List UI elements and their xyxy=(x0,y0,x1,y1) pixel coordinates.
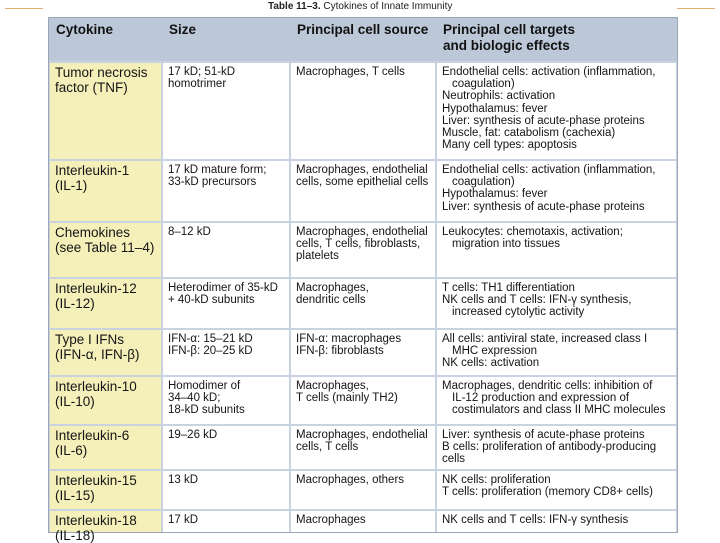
size-cell-line: 17 kD xyxy=(168,514,284,526)
cytokine-name-cell-line: (see Table 11–4) xyxy=(55,241,156,256)
cytokine-name-cell xyxy=(50,330,161,375)
table-caption: Cytokines of Innate Immunity xyxy=(323,1,452,12)
cell-source-cell-line: cells, some epithelial cells xyxy=(296,176,430,188)
targets-effects-cell xyxy=(437,471,676,509)
size-cell-line: homotrimer xyxy=(168,78,284,90)
cytokine-name-cell-line: (IFN-α, IFN-β) xyxy=(55,348,156,363)
effect-line: coagulation) xyxy=(442,176,671,188)
cell-source-cell-line: cells, T cells xyxy=(296,441,430,453)
header-cell-source: Principal cell source xyxy=(291,18,435,61)
effect-line: Many cell types: apoptosis xyxy=(442,139,671,151)
cell-source-cell-line: dendritic cells xyxy=(296,294,430,306)
size-cell-line: 8–12 kD xyxy=(168,226,284,238)
effect-line: IL-12 production and expression of xyxy=(442,392,671,404)
cytokine-name-cell-line: (IL-1) xyxy=(55,179,156,194)
effect-line: NK cells and T cells: IFN-γ synthesis xyxy=(442,514,671,526)
cell-source-cell-line: Macrophages xyxy=(296,514,430,526)
table-row xyxy=(49,223,677,277)
effect-line: costimulators and class II MHC molecules xyxy=(442,404,671,416)
effect-line: All cells: antiviral state, increased class I xyxy=(442,333,671,345)
cell-source-cell-line: cells, T cells, fibroblasts, xyxy=(296,238,430,250)
header-cytokine: Cytokine xyxy=(50,18,161,61)
table-row xyxy=(49,511,677,532)
table-row xyxy=(49,279,677,328)
size-cell-line: IFN-β: 20–25 kD xyxy=(168,345,284,357)
effect-line: increased cytolytic activity xyxy=(442,306,671,318)
decorative-rule-left xyxy=(5,8,43,9)
effect-line: coagulation) xyxy=(442,78,671,90)
cytokine-table xyxy=(48,17,678,533)
effect-line: MHC expression xyxy=(442,345,671,357)
cell-source-cell-line: IFN-α: macrophages xyxy=(296,333,430,345)
effect-line: cells xyxy=(442,453,671,465)
cell-source-cell xyxy=(291,279,435,328)
table-row xyxy=(49,161,677,221)
cell-source-cell-line: T cells (mainly TH2) xyxy=(296,392,430,404)
size-cell-line: 17 kD mature form; xyxy=(168,164,284,176)
size-cell-line: + 40-kD subunits xyxy=(168,294,284,306)
cytokine-name-cell xyxy=(50,161,161,221)
size-cell xyxy=(163,426,289,469)
effect-line: T cells: proliferation (memory CD8+ cells) xyxy=(442,486,671,498)
cell-source-cell xyxy=(291,223,435,277)
table-row xyxy=(49,426,677,469)
cell-source-cell xyxy=(291,426,435,469)
cytokine-name-cell-line: (IL-10) xyxy=(55,395,156,410)
table-row xyxy=(49,471,677,509)
cell-source-cell-line: IFN-β: fibroblasts xyxy=(296,345,430,357)
size-cell-line: Heterodimer of 35-kD xyxy=(168,282,284,294)
header-size: Size xyxy=(163,18,289,61)
cytokine-name-cell-line: (IL-18) xyxy=(55,529,156,543)
cytokine-name-cell-line: Tumor necrosis xyxy=(55,66,156,81)
size-cell xyxy=(163,377,289,424)
targets-effects-cell xyxy=(437,223,676,277)
effect-line: NK cells and T cells: IFN-γ synthesis, xyxy=(442,294,671,306)
size-cell xyxy=(163,223,289,277)
cell-source-cell-line: platelets xyxy=(296,250,430,262)
effect-line: Leukocytes: chemotaxis, activation; xyxy=(442,226,671,238)
size-cell-line: 17 kD; 51-kD xyxy=(168,66,284,78)
cytokine-name-cell-line: Chemokines xyxy=(55,226,156,241)
targets-effects-cell xyxy=(437,161,676,221)
effect-line: Muscle, fat: catabolism (cachexia) xyxy=(442,127,671,139)
cell-source-cell-line: Macrophages, endothelial xyxy=(296,429,430,441)
effect-line: Macrophages, dendritic cells: inhibition of xyxy=(442,380,671,392)
cytokine-name-cell-line: Interleukin-10 xyxy=(55,380,156,395)
size-cell-line: IFN-α: 15–21 kD xyxy=(168,333,284,345)
effect-line: migration into tissues xyxy=(442,238,671,250)
size-cell-line: 34–40 kD; xyxy=(168,392,284,404)
cytokine-name-cell-line: Interleukin-15 xyxy=(55,474,156,489)
effect-line: B cells: proliferation of antibody-producing xyxy=(442,441,671,453)
targets-effects-cell xyxy=(437,377,676,424)
cell-source-cell xyxy=(291,471,435,509)
cytokine-name-cell-line: factor (TNF) xyxy=(55,81,156,96)
cell-source-cell-line: Macrophages, xyxy=(296,380,430,392)
effect-line: NK cells: proliferation xyxy=(442,474,671,486)
cytokine-name-cell-line: Type I IFNs xyxy=(55,333,156,348)
size-cell xyxy=(163,471,289,509)
effect-line: Endothelial cells: activation (inflammation, xyxy=(442,164,671,176)
cytokine-name-cell-line: Interleukin-1 xyxy=(55,164,156,179)
cell-source-cell xyxy=(291,511,435,532)
table-header xyxy=(49,18,677,61)
table-row xyxy=(49,377,677,424)
targets-effects-cell xyxy=(437,330,676,375)
cytokine-name-cell-line: Interleukin-18 xyxy=(55,514,156,529)
cell-source-cell-line: Macrophages, endothelial xyxy=(296,226,430,238)
size-cell-line: Homodimer of xyxy=(168,380,284,392)
table-row xyxy=(49,63,677,159)
cytokine-name-cell xyxy=(50,511,161,532)
cytokine-name-cell xyxy=(50,426,161,469)
effect-line: Endothelial cells: activation (inflammation, xyxy=(442,66,671,78)
size-cell-line: 18-kD subunits xyxy=(168,404,284,416)
size-cell xyxy=(163,63,289,159)
cell-source-cell-line: Macrophages, T cells xyxy=(296,66,430,78)
effect-line: T cells: TH1 differentiation xyxy=(442,282,671,294)
cell-source-cell xyxy=(291,377,435,424)
cell-source-cell-line: Macrophages, others xyxy=(296,474,430,486)
header-targets-effects: Principal cell targets and biologic effects xyxy=(437,18,676,61)
cytokine-name-cell-line: (IL-12) xyxy=(55,297,156,312)
targets-effects-cell xyxy=(437,426,676,469)
cell-source-cell xyxy=(291,330,435,375)
effect-line: NK cells: activation xyxy=(442,357,671,369)
size-cell xyxy=(163,330,289,375)
cell-source-cell xyxy=(291,63,435,159)
effect-line: Liver: synthesis of acute-phase proteins xyxy=(442,115,671,127)
size-cell xyxy=(163,161,289,221)
targets-effects-cell xyxy=(437,511,676,532)
targets-effects-cell xyxy=(437,279,676,328)
cell-source-cell-line: Macrophages, endothelial xyxy=(296,164,430,176)
size-cell xyxy=(163,279,289,328)
size-cell-line: 33-kD precursors xyxy=(168,176,284,188)
cytokine-name-cell-line: Interleukin-12 xyxy=(55,282,156,297)
size-cell-line: 13 kD xyxy=(168,474,284,486)
cytokine-name-cell xyxy=(50,471,161,509)
table-title xyxy=(268,1,688,12)
targets-effects-cell xyxy=(437,63,676,159)
effect-line: Neutrophils: activation xyxy=(442,90,671,102)
cytokine-name-cell xyxy=(50,223,161,277)
size-cell xyxy=(163,511,289,532)
cell-source-cell-line: Macrophages, xyxy=(296,282,430,294)
effect-line: Liver: synthesis of acute-phase proteins xyxy=(442,201,671,213)
size-cell-line: 19–26 kD xyxy=(168,429,284,441)
table-row xyxy=(49,330,677,375)
effect-line: Hypothalamus: fever xyxy=(442,103,671,115)
effect-line: Liver: synthesis of acute-phase proteins xyxy=(442,429,671,441)
cytokine-name-cell-line: Interleukin-6 xyxy=(55,429,156,444)
cytokine-name-cell xyxy=(50,377,161,424)
cytokine-name-cell xyxy=(50,279,161,328)
cytokine-name-cell-line: (IL-6) xyxy=(55,444,156,459)
cell-source-cell xyxy=(291,161,435,221)
cytokine-name-cell xyxy=(50,63,161,159)
table-number: Table 11–3. xyxy=(268,1,321,12)
cytokine-name-cell-line: (IL-15) xyxy=(55,489,156,504)
effect-line: Hypothalamus: fever xyxy=(442,188,671,200)
